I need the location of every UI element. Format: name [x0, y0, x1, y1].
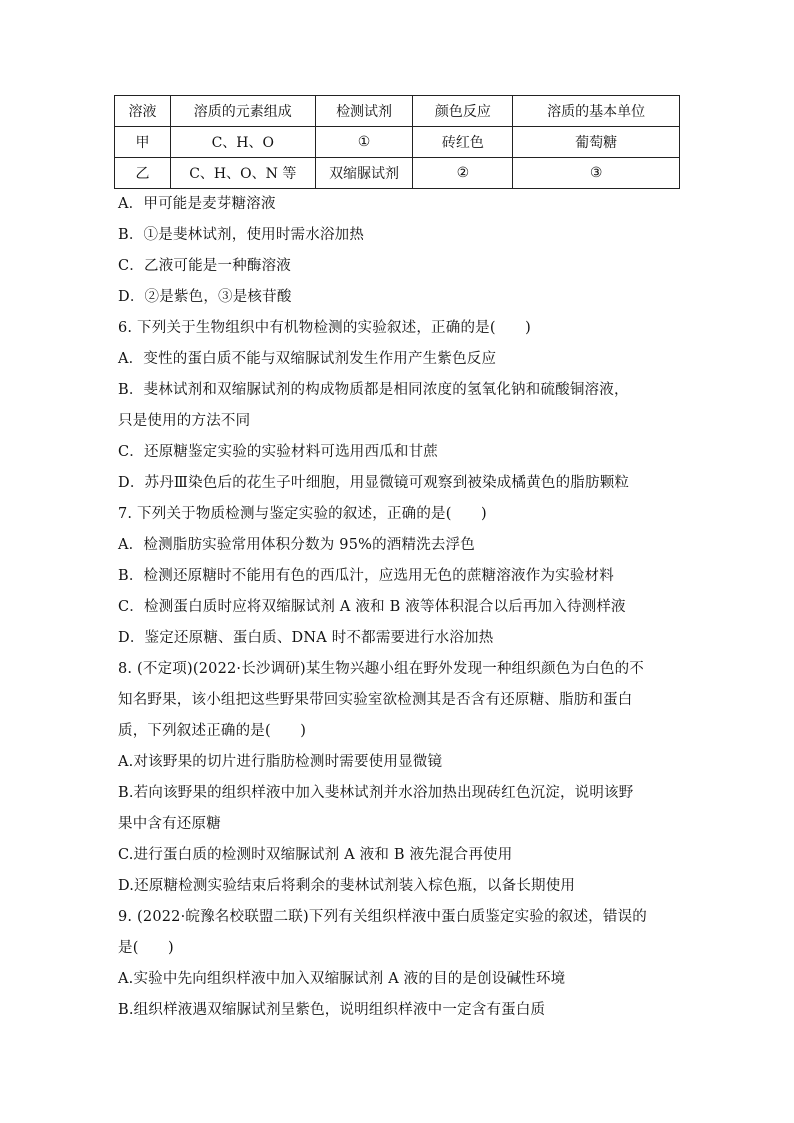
text-line: B．①是斐林试剂，使用时需水浴加热	[118, 227, 365, 243]
table-cell: 甲	[115, 127, 171, 158]
text-line: 质，下列叙述正确的是( )	[118, 723, 307, 739]
question-8-stem: 8. (不定项)(2022·长沙调研)某生物兴趣小组在野外发现一种组织颜色为白色的不	[118, 661, 644, 677]
table-header-cell: 溶质的基本单位	[513, 96, 680, 127]
text-line: A．甲可能是麦芽糖溶液	[118, 196, 276, 212]
text-line: 是( )	[118, 940, 174, 956]
text-line: A.对该野果的切片进行脂肪检测时需要使用显微镜	[118, 754, 443, 770]
table-cell: C、H、O、N 等	[170, 158, 315, 189]
table-header-row	[115, 96, 680, 127]
question-7-stem: 7. 下列关于物质检测与鉴定实验的叙述，正确的是( )	[118, 506, 487, 522]
table-cell: ③	[513, 158, 680, 189]
question-9-stem: 9. (2022·皖豫名校联盟二联)下列有关组织样液中蛋白质鉴定实验的叙述，错误的	[118, 909, 647, 925]
text-line: C．乙液可能是一种酶溶液	[118, 258, 291, 274]
table-cell: 双缩脲试剂	[315, 158, 413, 189]
question-text	[118, 189, 684, 1026]
text-line: C.进行蛋白质的检测时双缩脲试剂 A 液和 B 液先混合再使用	[118, 847, 513, 863]
text-line: A.实验中先向组织样液中加入双缩脲试剂 A 液的目的是创设碱性环境	[118, 971, 566, 987]
text-line: 果中含有还原糖	[118, 816, 221, 832]
table-header-cell: 溶液	[115, 96, 171, 127]
table-row	[115, 158, 680, 189]
text-line: A．检测脂肪实验常用体积分数为 95%的酒精洗去浮色	[118, 537, 476, 553]
text-line: B.组织样液遇双缩脲试剂呈紫色，说明组织样液中一定含有蛋白质	[118, 1002, 546, 1018]
text-line: A．变性的蛋白质不能与双缩脲试剂发生作用产生紫色反应	[118, 351, 497, 367]
text-line: D．苏丹Ⅲ染色后的花生子叶细胞，用显微镜可观察到被染成橘黄色的脂肪颗粒	[118, 475, 630, 491]
table-row	[115, 127, 680, 158]
table-header-cell: 颜色反应	[413, 96, 513, 127]
text-line: B.若向该野果的组织样液中加入斐林试剂并水浴加热出现砖红色沉淀，说明该野	[118, 785, 634, 801]
text-line: D．②是紫色，③是核苷酸	[118, 289, 292, 305]
text-line: B．检测还原糖时不能用有色的西瓜汁，应选用无色的蔗糖溶液作为实验材料	[118, 568, 614, 584]
table-header-cell: 溶质的元素组成	[170, 96, 315, 127]
table-cell: 乙	[115, 158, 171, 189]
table-header-cell: 检测试剂	[315, 96, 413, 127]
text-line: D．鉴定还原糖、蛋白质、DNA 时不都需要进行水浴加热	[118, 630, 494, 646]
text-line: D.还原糖检测实验结束后将剩余的斐林试剂装入棕色瓶，以备长期使用	[118, 878, 576, 894]
data-table	[114, 95, 680, 189]
table-cell: C、H、O	[170, 127, 315, 158]
table-cell: 砖红色	[413, 127, 513, 158]
table-cell: 葡萄糖	[513, 127, 680, 158]
text-line: C．检测蛋白质时应将双缩脲试剂 A 液和 B 液等体积混合以后再加入待测样液	[118, 599, 626, 615]
text-line: 只是使用的方法不同	[118, 413, 251, 429]
table-cell: ②	[413, 158, 513, 189]
text-line: C．还原糖鉴定实验的实验材料可选用西瓜和甘蔗	[118, 444, 438, 460]
question-6-stem: 6. 下列关于生物组织中有机物检测的实验叙述，正确的是( )	[118, 320, 531, 336]
text-line: 知名野果，该小组把这些野果带回实验室欲检测其是否含有还原糖、脂肪和蛋白	[118, 692, 633, 708]
text-line: B．斐林试剂和双缩脲试剂的构成物质都是相同浓度的氢氧化钠和硫酸铜溶液，	[118, 382, 629, 398]
table-cell: ①	[315, 127, 413, 158]
